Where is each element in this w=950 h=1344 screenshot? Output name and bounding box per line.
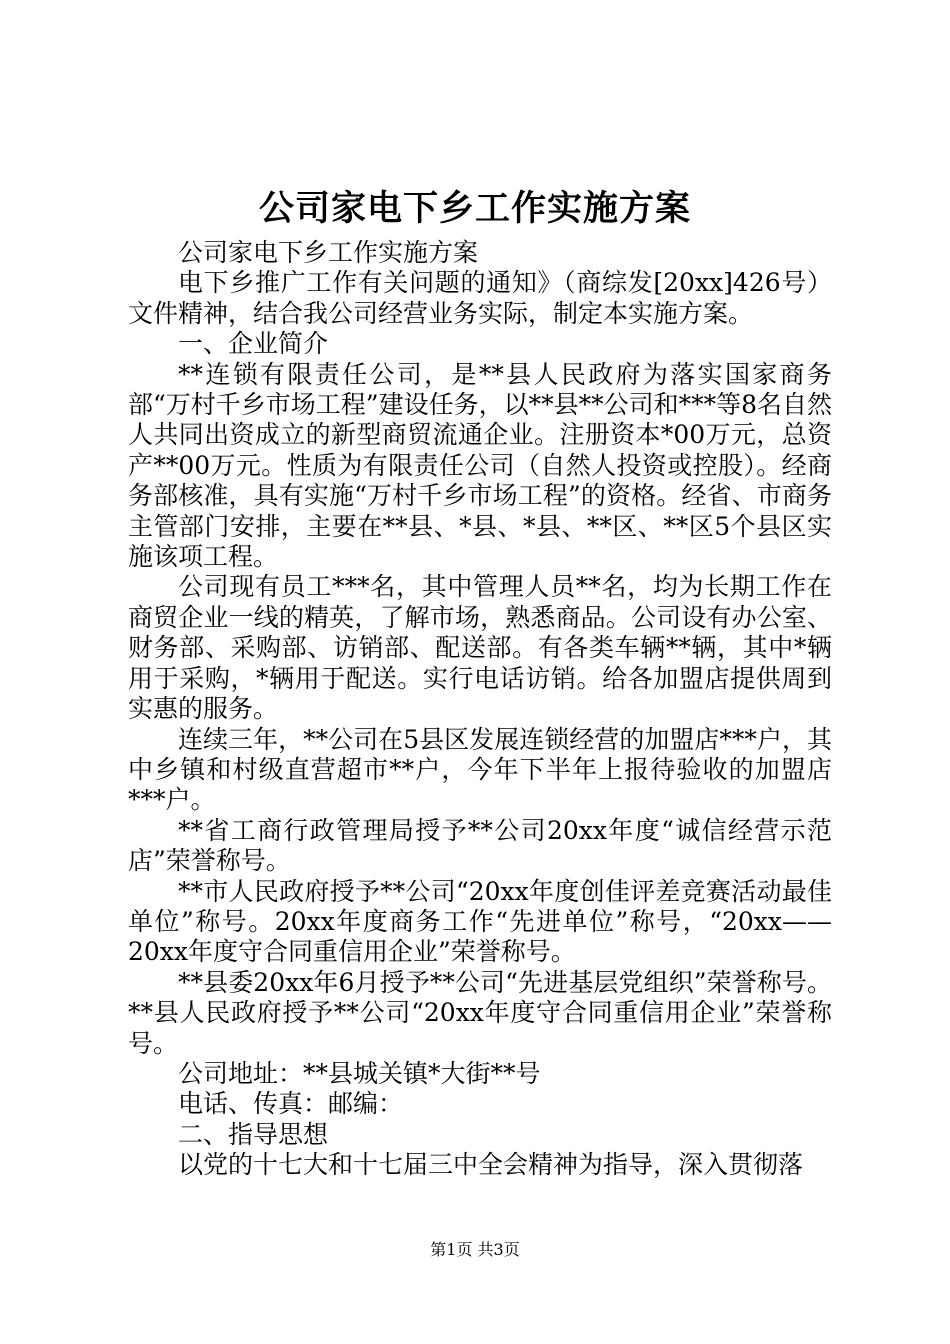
paragraph-honor-city: **市人民政府授予**公司“20xx年度创佳评差竞赛活动最佳单位”称号。20xx年度商务工作“先进单位”称号，“20xx——20xx年度守合同重信用企业”荣誉称号。 [128, 876, 832, 967]
paragraph-basis: 电下乡推广工作有关问题的通知》（商综发[20xx]426号）文件精神，结合我公司经营业务实际，制定本实施方案。 [128, 268, 832, 328]
paragraph-address: 公司地址：**县城关镇*大街**号 [178, 1058, 541, 1088]
document-body [128, 238, 832, 1181]
paragraph-company-overview: **连锁有限责任公司，是**县人民政府为落实国家商务部“万村千乡市场工程”建设任务，以**县**公司和***等8名自然人共同出资成立的新型商贸流通企业。注册资本*00万元，总资产**00万元。性质为有限责任公司（自然人投资或控股）。经商务部核准，具有实施“万村千乡市场工程”的资格。经省、市商务主管部门安排，主要在**县、*县、*县、**区、**区5个县区实施该项工程。 [128, 359, 832, 572]
paragraph-guiding-ideology: 以党的十七大和十七届三中全会精神为指导，深入贯彻落 [178, 1150, 804, 1180]
section-heading-guiding-ideology: 二、指导思想 [178, 1119, 329, 1149]
document-title: 公司家电下乡工作实施方案 [258, 188, 691, 229]
paragraph-franchise: 连续三年，**公司在5县区发展连锁经营的加盟店***户，其中乡镇和村级直营超市**户，今年下半年上报待验收的加盟店***户。 [128, 724, 832, 815]
section-heading-company-profile: 一、企业简介 [178, 329, 329, 359]
paragraph-honor-province: **省工商行政管理局授予**公司20xx年度“诚信经营示范店”荣誉称号。 [128, 815, 832, 876]
paragraph-subtitle: 公司家电下乡工作实施方案 [178, 238, 479, 267]
paragraph-staff: 公司现有员工***名，其中管理人员**名，均为长期工作在商贸企业一线的精英，了解市场，熟悉商品。公司设有办公室、财务部、采购部、访销部、配送部。有各类车辆**辆，其中*辆用于采购，*辆用于配送。实行电话访销。给各加盟店提供周到实惠的服务。 [128, 572, 832, 724]
paragraph-contact: 电话、传真：邮编： [178, 1089, 404, 1119]
page-footer: 第1页 共3页 [430, 1240, 520, 1259]
paragraph-honor-county: **县委20xx年6月授予**公司“先进基层党组织”荣誉称号。**县人民政府授予**公司“20xx年度守合同重信用企业”荣誉称号。 [128, 967, 832, 1058]
